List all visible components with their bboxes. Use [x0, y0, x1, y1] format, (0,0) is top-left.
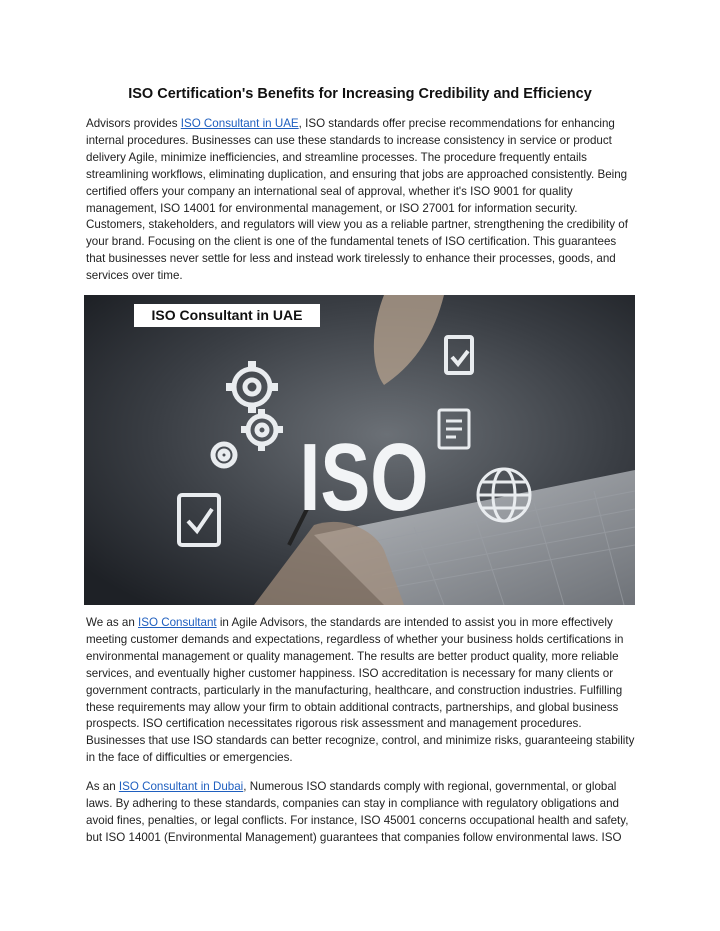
article-title: ISO Certification's Benefits for Increasing Credibility and Efficiency [128, 86, 592, 102]
iso-illustration [84, 295, 635, 605]
hero-image [84, 295, 635, 605]
paragraph-text: in Agile Advisors, the standards are intended to assist you in more effectively meeting customer demands and expectations, regardless of whether your business holds certifications in environmental management or quality management. The results are better product quality, more reliable services, and eventually higher customer happiness. ISO accreditation is necessary for many clients or government contracts, particularly in the manufacturing, healthcare, and construction industries. Fulfilling these requirements may allow your firm to obtain additional contracts, partnerships, and global business prospects. ISO certification necessitates rigorous risk assessment and management procedures. Businesses that use ISO standards can better recognize, control, and minimize risks, guaranteeing stability in the face of difficulties or emergencies. [86, 616, 635, 765]
image-label: ISO Consultant in UAE [134, 304, 320, 327]
link-iso-consultant[interactable]: ISO Consultant [138, 616, 217, 629]
link-iso-consultant-uae[interactable]: ISO Consultant in UAE [180, 117, 299, 130]
paragraph-lead: Advisors provides [86, 117, 181, 130]
paragraph-intro [86, 116, 638, 285]
paragraph-lead: We as an [86, 616, 138, 629]
paragraph-standards [86, 615, 638, 767]
paragraph-text: , ISO standards offer precise recommendations for enhancing internal procedures. Businesses can use these standards to increase consistency in service or product delivery Agile, minimize inefficiencies, and streamline processes. The procedure frequently entails streamlining workflows, eliminating duplication, and ensuring that jobs are approached consistently. Being certified offers your company an international seal of approval, whether it's ISO 9001 for quality management, ISO 14001 for environmental management, or ISO 27001 for information security. Customers, stakeholders, and regulators will view you as a reliable partner, strengthening the credibility of your brand. Focusing on the client is one of the fundamental tenets of ISO certification. This guarantees that businesses never settle for less and instead work tirelessly to enhance their processes, goods, and services over time. [86, 117, 628, 283]
paragraph-compliance [86, 779, 638, 847]
iso-big-text: ISO [299, 424, 429, 532]
paragraph-lead: As an [86, 780, 119, 793]
link-iso-consultant-dubai[interactable]: ISO Consultant in Dubai [118, 780, 244, 793]
paragraph-text: , Numerous ISO standards comply with regional, governmental, or global laws. By adhering to these standards, companies can stay in compliance with regulatory obligations and avoid fines, penalties, or legal conflicts. For instance, ISO 45001 concerns occupational health and safety, but ISO 14001 (Environmental Management) guarantees that companies follow environmental laws. ISO [86, 780, 629, 844]
